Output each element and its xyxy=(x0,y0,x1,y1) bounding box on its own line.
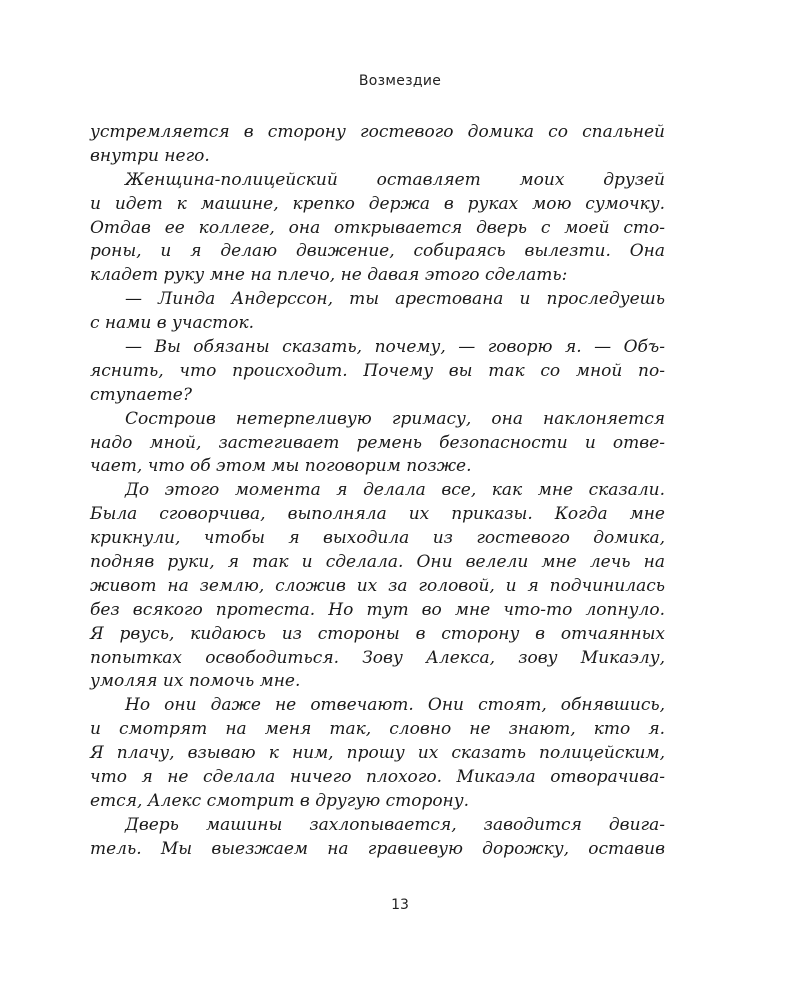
text-line: с нами в участок. xyxy=(90,313,255,334)
body-text xyxy=(90,121,665,862)
running-head: Возмездие xyxy=(358,73,442,89)
text-line: умоляя их помочь мне. xyxy=(90,671,301,692)
text-line: Я плачу, взываю к ним, прошу их сказать полицейским, xyxy=(90,743,665,764)
text-line: — Линда Андерссон, ты арестована и проследуешь xyxy=(125,289,665,310)
text-line: попытках освободиться. Зову Алекса, зову Микаэлу, xyxy=(90,647,665,668)
text-line: Была сговорчива, выполняла их приказы. Когда мне xyxy=(90,504,665,525)
text-line: Отдав ее коллеге, она открывается дверь с моей сто- xyxy=(90,217,665,238)
text-line: живот на землю, сложив их за головой, и я подчинилась xyxy=(90,575,665,596)
text-line: яснить, что происходит. Почему вы так со мной по- xyxy=(90,360,665,381)
text-line: что я не сделала ничего плохого. Микаэла отворачива- xyxy=(90,767,665,788)
text-line: — Вы обязаны сказать, почему, — говорю я. — Объ- xyxy=(125,337,665,358)
text-line: ется, Алекс смотрит в другую сторону. xyxy=(90,790,470,811)
text-line: роны, и я делаю движение, собираясь вылезти. Она xyxy=(90,241,665,262)
text-line: ступаете? xyxy=(90,384,192,405)
text-line: Я рвусь, кидаюсь из стороны в сторону в отчаянных xyxy=(90,623,665,644)
text-line: Дверь машины захлопывается, заводится двига- xyxy=(125,814,665,835)
text-line: Женщина-полицейский оставляет моих друзей xyxy=(125,169,665,190)
text-line: До этого момента я делала все, как мне сказали. xyxy=(125,480,665,501)
text-line: кладет руку мне на плечо, не давая этого сделать: xyxy=(90,265,568,286)
text-line: устремляется в сторону гостевого домика со спальней xyxy=(90,122,665,142)
text-line: подняв руки, я так и сделала. Они велели мне лечь на xyxy=(90,552,665,573)
text-line: чает, что об этом мы поговорим позже. xyxy=(90,456,472,477)
text-line: надо мной, застегивает ремень безопасности и отве- xyxy=(90,432,665,453)
text-line: Но они даже не отвечают. Они стоят, обнявшись, xyxy=(125,695,665,716)
text-line: и идет к машине, крепко держа в руках мою сумочку. xyxy=(90,193,665,214)
page-number: 13 xyxy=(391,897,409,913)
text-line: крикнули, чтобы я выходила из гостевого домика, xyxy=(90,528,665,549)
text-line: и смотрят на меня так, словно не знают, кто я. xyxy=(90,719,665,740)
text-line: тель. Мы выезжаем на гравиевую дорожку, оставив xyxy=(90,838,665,859)
text-line: Состроив нетерпеливую гримасу, она наклоняется xyxy=(125,408,665,429)
text-line: без всякого протеста. Но тут во мне что-то лопнуло. xyxy=(90,599,665,620)
text-line: внутри него. xyxy=(90,145,210,166)
